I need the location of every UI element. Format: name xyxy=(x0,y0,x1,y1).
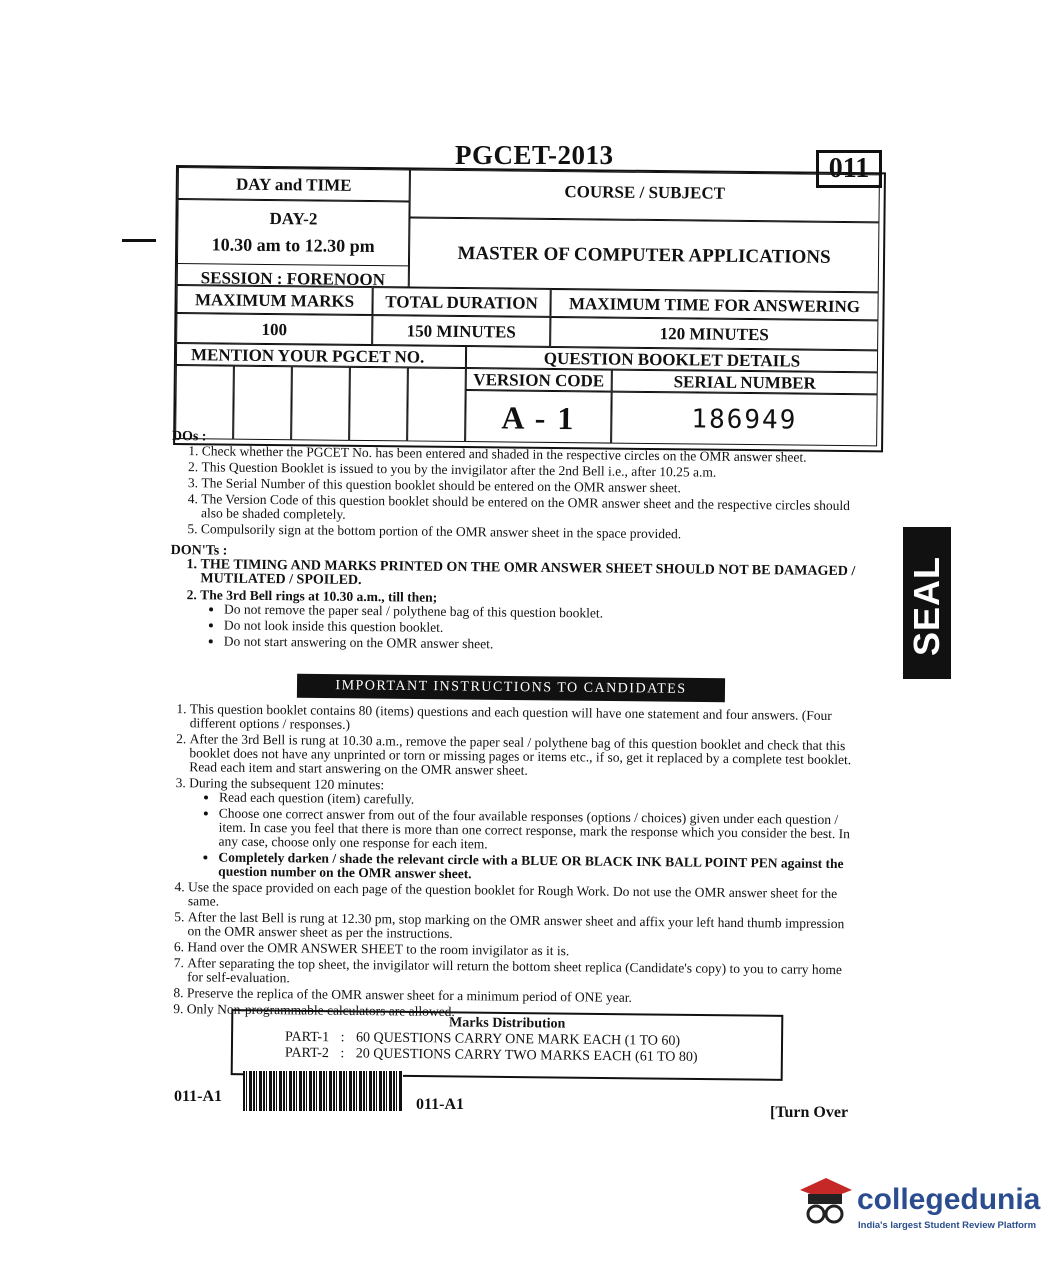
instruction-3-bullets xyxy=(188,790,857,885)
serial-number-value: 186949 xyxy=(611,392,878,447)
list-item: • Read each question (item) carefully. xyxy=(219,791,857,812)
list-item: 9. Only Non-programmable calculators are allowed. xyxy=(187,1002,855,1023)
booklet-details-label: QUESTION BOOKLET DETAILS xyxy=(466,346,878,372)
max-marks-value: 100 xyxy=(176,313,372,345)
header-table xyxy=(173,165,886,452)
donts-list xyxy=(170,558,861,655)
instruction-3-text: During the subsequent 120 minutes: xyxy=(189,775,385,793)
day-time-cell xyxy=(177,199,410,290)
dos-section xyxy=(170,426,862,657)
part2-desc: 20 QUESTIONS CARRY TWO MARKS EACH (61 TO 80) xyxy=(355,1046,698,1065)
list-item: 3. The Serial Number of this question booklet should be entered on the OMR answer sheet. xyxy=(201,476,861,497)
seal-label: SEAL xyxy=(906,556,947,657)
part2-label: PART-2 xyxy=(284,1045,330,1062)
subject-code-box: 011 xyxy=(816,150,882,188)
part1-label: PART-1 xyxy=(284,1029,330,1046)
day-value: DAY-2 xyxy=(269,208,318,229)
exam-title: PGCET-2013 xyxy=(455,140,614,170)
session-value: SESSION : FORENOON xyxy=(178,263,408,290)
instructions-section xyxy=(161,702,858,1025)
list-item xyxy=(188,776,857,885)
list-item: • Choose one correct answer from out of the four available responses (options / choices) given under each question / item. In case you feel that there is more than one correct response, mark the response which you consider the best. In any case, choose only one response for each item. xyxy=(218,807,856,856)
collegedunia-logo-text: collegedunia xyxy=(857,1183,1041,1216)
list-item: 2. After the 3rd Bell is rung at 10.30 a.m., remove the paper seal / polythene bag of this question booklet and check that this booklet does not have any unprinted or torn or missing pages or items etc., if so, get it replaced by a complete test booklet. Read each item and start answering on the OMR answer sheet. xyxy=(189,732,857,781)
duration-value: 150 MINUTES xyxy=(372,315,550,347)
list-item: • Do not look inside this question booklet. xyxy=(224,619,860,640)
serial-number-label: SERIAL NUMBER xyxy=(612,370,878,395)
duration-label: TOTAL DURATION xyxy=(372,287,550,317)
marks-title: Marks Distribution xyxy=(448,1015,566,1032)
dos-list xyxy=(171,444,862,543)
course-value: MASTER OF COMPUTER APPLICATIONS xyxy=(409,217,880,292)
donts-item2-text: The 3rd Bell rings at 10.30 a.m., till then; xyxy=(200,587,438,605)
dos-heading: DOs : xyxy=(171,428,207,445)
separator: : xyxy=(340,1046,345,1062)
margin-mark xyxy=(122,239,156,242)
time-value: 10.30 am to 12.30 pm xyxy=(211,234,375,257)
donts-bullets xyxy=(200,602,860,655)
list-item: • Do not remove the paper seal / polythene bag of this question booklet. xyxy=(224,603,860,624)
list-item: 5. Compulsorily sign at the bottom portion of the OMR answer sheet in the space provided. xyxy=(201,522,861,543)
list-item: • Completely darken / shade the relevant circle with a BLUE OR BLACK INK BALL POINT PEN against the question number on the OMR answer sheet. xyxy=(218,851,856,886)
pgcet-no-label: MENTION YOUR PGCET NO. xyxy=(176,343,466,368)
list-item: 1. This question booklet contains 80 (items) questions and each question will have one statement and four answers. (Four different options / responses.) xyxy=(190,702,858,737)
collegedunia-tagline: India's largest Student Review Platform xyxy=(858,1220,1037,1231)
day-time-label: DAY and TIME xyxy=(178,167,410,201)
list-item: 8. Preserve the replica of the OMR answer sheet for a minimum period of ONE year. xyxy=(187,986,855,1007)
version-code-value: A - 1 xyxy=(465,390,612,444)
list-item: • Do not start answering on the OMR answer sheet. xyxy=(224,635,860,656)
donts-heading: DON'Ts : xyxy=(170,542,228,559)
seal-tab xyxy=(903,527,951,679)
answer-time-label: MAXIMUM TIME FOR ANSWERING xyxy=(550,289,878,320)
part1-desc: 60 QUESTIONS CARRY ONE MARK EACH (1 TO 60) xyxy=(355,1030,681,1049)
list-item: 2. This Question Booklet is issued to you by the invigilator after the 2nd Bell i.e., after 10.25 a.m. xyxy=(201,460,861,481)
list-item: 5. After the last Bell is rung at 12.30 pm, stop marking on the OMR answer sheet and affix your left hand thumb impression on the OMR answer sheet as per the instructions. xyxy=(188,910,856,945)
collegedunia-logo-icon xyxy=(796,1172,854,1232)
footer-code-right: 011-A1 xyxy=(416,1096,464,1113)
barcode xyxy=(243,1071,403,1111)
list-item: 4. The Version Code of this question booklet should be entered on the OMR answer sheet and the respective circles should also be shaded completely. xyxy=(201,492,861,527)
list-item xyxy=(200,588,861,655)
turn-over-label: [Turn Over xyxy=(770,1104,849,1121)
list-item: 1. THE TIMING AND MARKS PRINTED ON THE OMR ANSWER SHEET SHOULD NOT BE DAMAGED / MUTILATED / SPOILED. xyxy=(200,558,860,593)
separator: : xyxy=(340,1030,345,1046)
answer-time-value: 120 MINUTES xyxy=(550,317,878,350)
max-marks-label: MAXIMUM MARKS xyxy=(176,285,372,315)
list-item: 6. Hand over the OMR ANSWER SHEET to the room invigilator as it is. xyxy=(187,940,855,961)
course-label: COURSE / SUBJECT xyxy=(409,169,879,222)
list-item: 1. Check whether the PGCET No. has been entered and shaded in the respective circles on the OMR answer sheet. xyxy=(202,444,862,465)
version-code-label: VERSION CODE xyxy=(466,368,612,392)
instructions-list xyxy=(161,702,858,1023)
list-item: 4. Use the space provided on each page of the question booklet for Rough Work. Do not use the OMR answer sheet for the same. xyxy=(188,880,856,915)
list-item: 7. After separating the top sheet, the invigilator will return the bottom sheet replica (Candidate's copy) to you to carry home for self-evaluation. xyxy=(187,956,855,991)
footer-code-left: 011-A1 xyxy=(174,1088,222,1105)
instructions-banner: IMPORTANT INSTRUCTIONS TO CANDIDATES xyxy=(297,674,725,702)
